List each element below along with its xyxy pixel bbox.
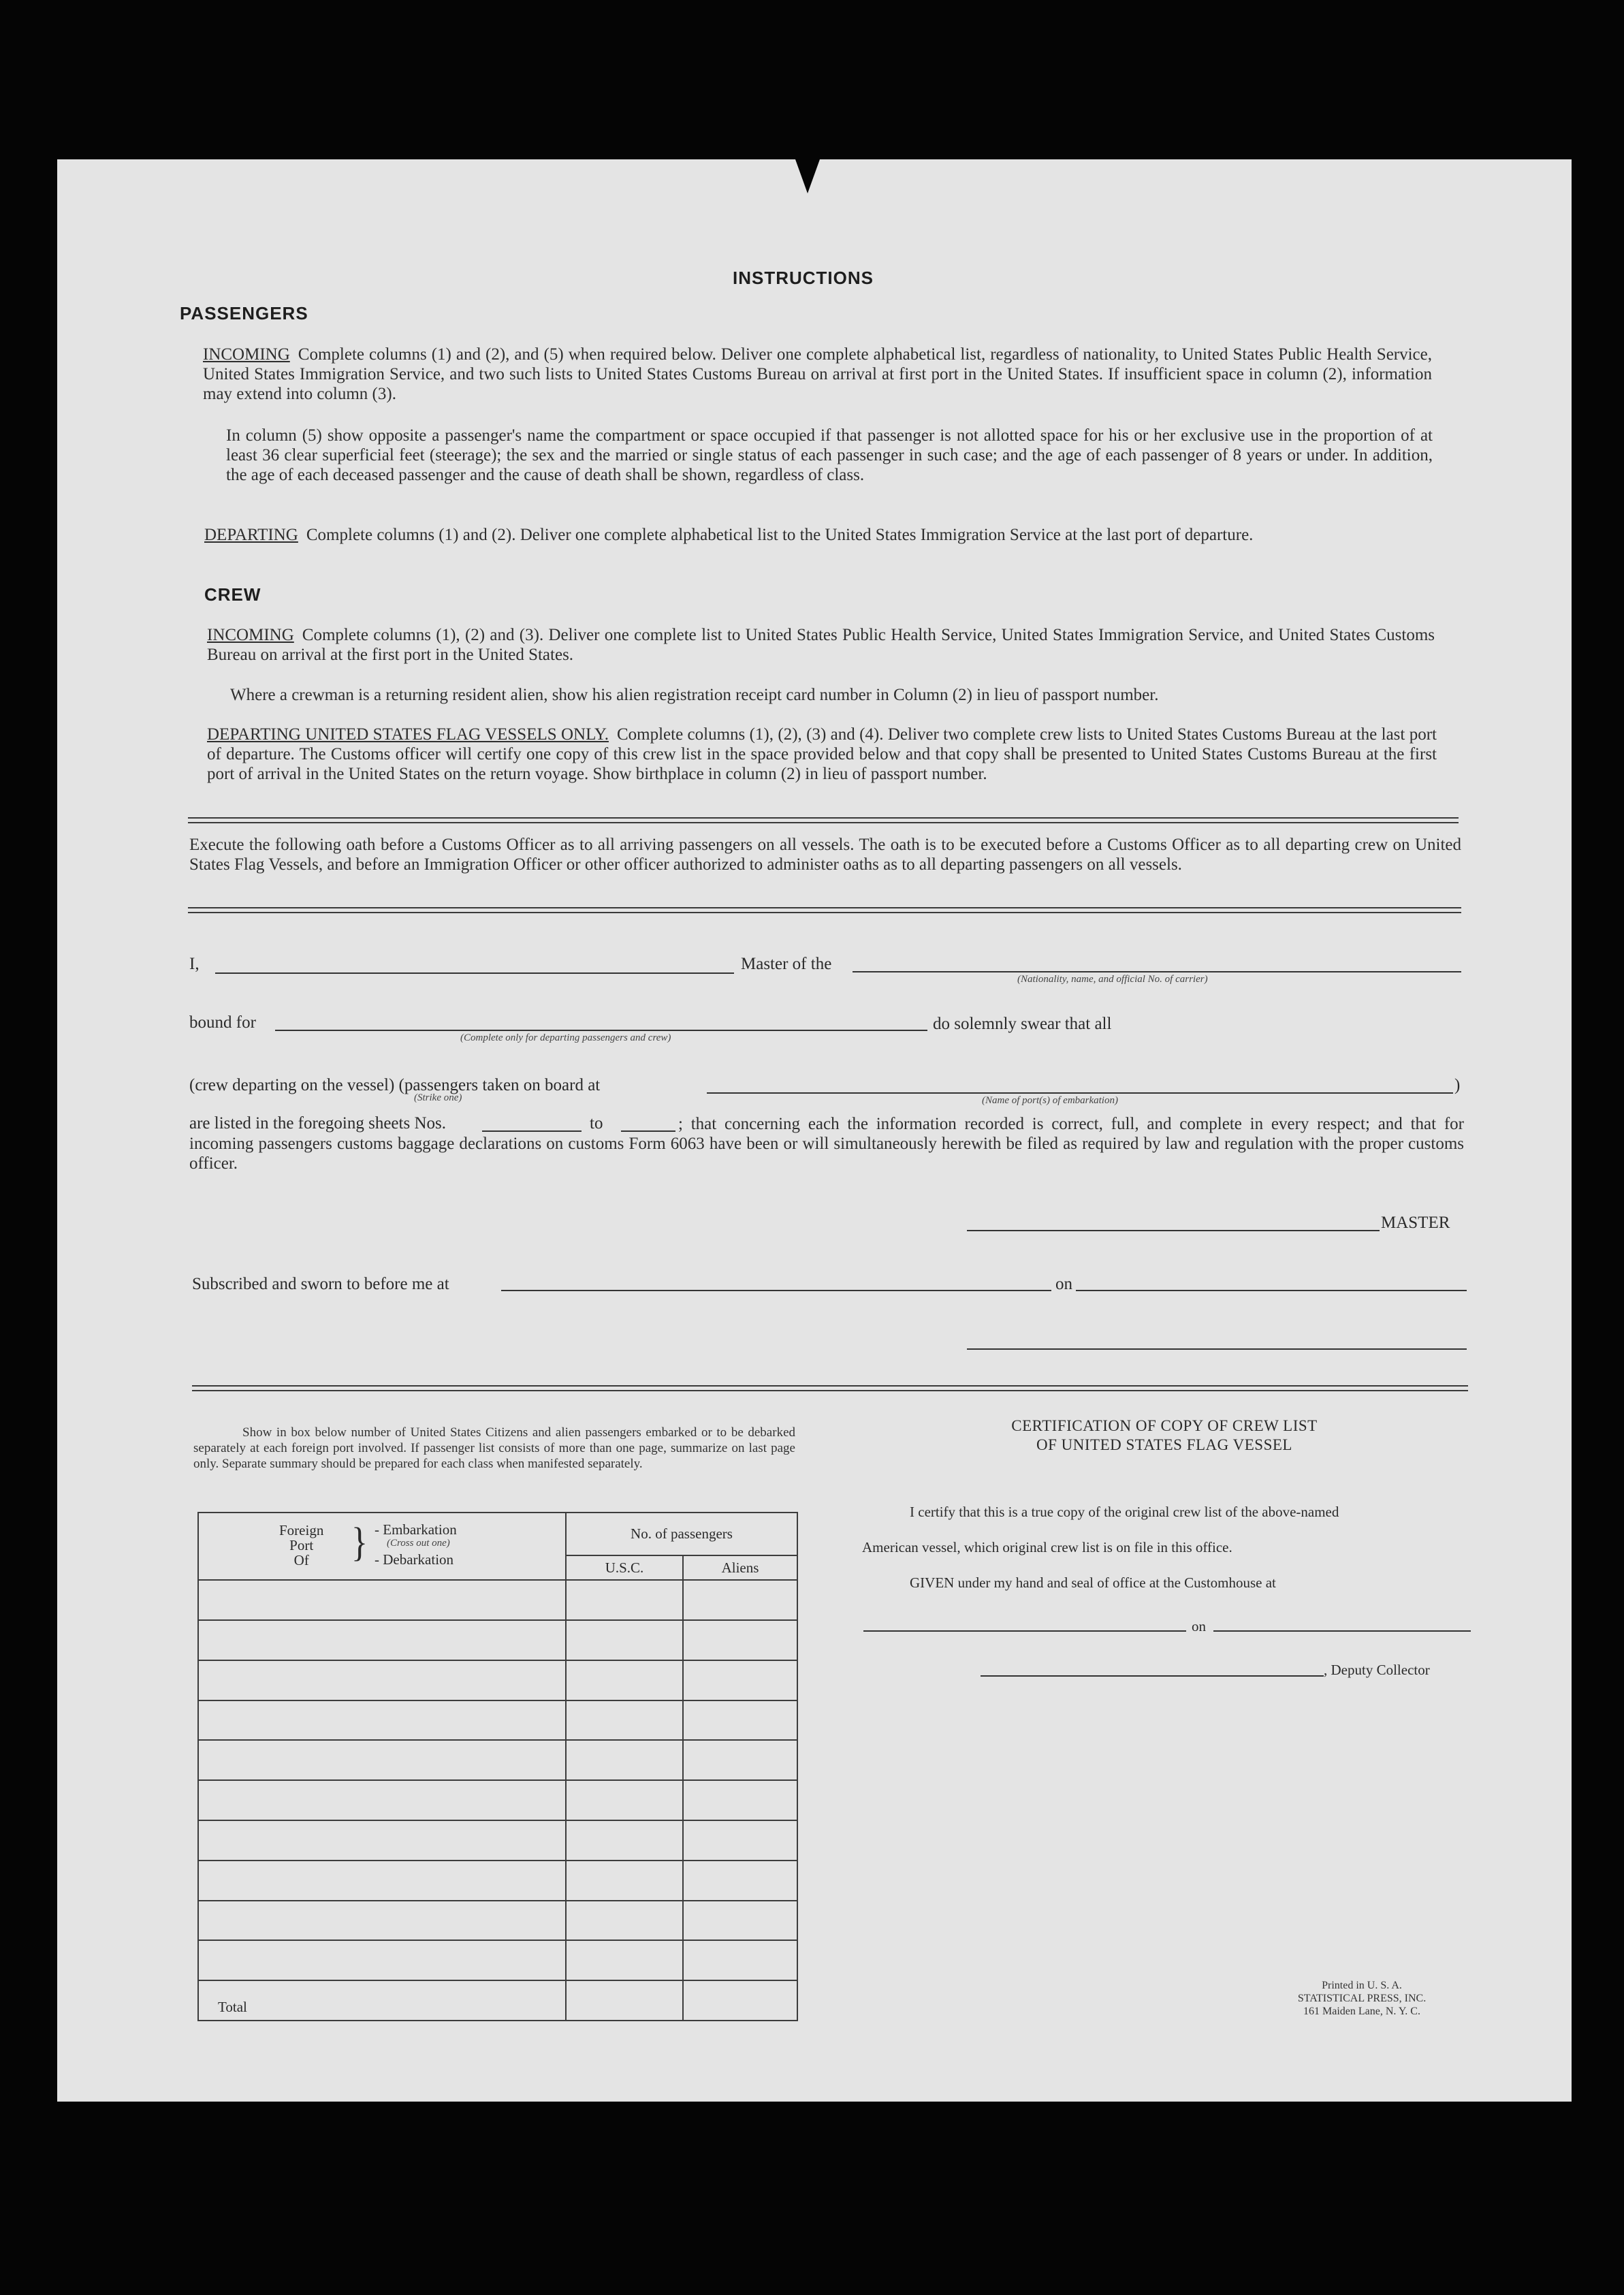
crew-incoming: INCOMING Complete columns (1), (2) and (3). Deliver one complete list to United States Public Health Service, United States Immigration Service, and United States Customs Bureau on arrival at the first port in the United States.: [207, 626, 1435, 664]
embarkation-ports-field[interactable]: [707, 1092, 1453, 1094]
port-cell[interactable]: [198, 1620, 566, 1660]
table-row: [198, 1660, 797, 1700]
customhouse-field[interactable]: [863, 1630, 1186, 1632]
given-line: GIVEN under my hand and seal of office at the Customhouse at: [910, 1574, 1276, 1591]
usc-cell[interactable]: [566, 1660, 683, 1700]
master-label: MASTER: [1381, 1214, 1450, 1232]
to-label: to: [590, 1114, 603, 1133]
aliens-cell[interactable]: [683, 1901, 797, 1941]
usc-cell[interactable]: [566, 1740, 683, 1780]
departing-label: DEPARTING: [204, 526, 298, 544]
aliens-cell[interactable]: [683, 1940, 797, 1980]
printer-imprint: Printed in U. S. A. STATISTICAL PRESS, INC. 161 Maiden Lane, N. Y. C.: [1297, 1980, 1427, 2017]
divider: [192, 1385, 1468, 1391]
usc-total-cell[interactable]: [566, 1980, 683, 2021]
table-row: [198, 1620, 797, 1660]
port-cell[interactable]: [198, 1740, 566, 1780]
port-cell[interactable]: [198, 1580, 566, 1620]
column5-instructions: In column (5) show opposite a passenger's name the compartment or space occupied if that passenger is not allotted space for his or her exclusive use in the proportion of at least 36 clear superficial feet (steerage); the sex and the married or single status of each passenger in such case; and the age of each passenger of 8 years or under. In addition, the age of each deceased passenger and the cause of death shall be shown, regardless of class.: [226, 426, 1433, 484]
port-cell[interactable]: [198, 1660, 566, 1700]
aliens-header: Aliens: [683, 1555, 797, 1580]
resident-alien-note: Where a crewman is a returning resident alien, show his alien registration receipt card number in Column (2) in lieu of passport number.: [230, 686, 1159, 704]
instructions-title: INSTRUCTIONS: [733, 268, 874, 288]
usc-cell[interactable]: [566, 1901, 683, 1941]
aliens-cell[interactable]: [683, 1580, 797, 1620]
total-label: Total: [198, 1980, 566, 2021]
port-cell[interactable]: [198, 1820, 566, 1861]
strike-one-caption: (Strike one): [414, 1092, 462, 1103]
table-row: [198, 1820, 797, 1861]
paper-tear: [795, 159, 820, 193]
no-passengers-header: No. of passengers: [566, 1513, 797, 1555]
swear-text: do solemnly swear that all: [933, 1015, 1112, 1033]
table-row: [198, 1740, 797, 1780]
table-row: [198, 1700, 797, 1741]
certification-title-line1: CERTIFICATION OF COPY OF CREW LIST: [1011, 1417, 1318, 1434]
table-row: [198, 1580, 797, 1620]
usc-cell[interactable]: [566, 1940, 683, 1980]
officer-signature-field[interactable]: [967, 1348, 1467, 1350]
certification-title: [926, 1416, 1403, 1455]
passengers-incoming: INCOMING Complete columns (1) and (2), and (5) when required below. Deliver one complete alphabetical list, regardless of nationality, to United States Public Health Service, United States Immigration Service, and two such lists to United States Customs Bureau on arrival at first port in the United States. If insufficient space in column (2), information may extend into column (3).: [203, 345, 1432, 403]
cert-on-label: on: [1192, 1618, 1206, 1634]
port-cell[interactable]: [198, 1861, 566, 1901]
i-label: I,: [189, 955, 200, 973]
usc-header: U.S.C.: [566, 1555, 683, 1580]
certify-line2: American vessel, which original crew list is on file in this office.: [862, 1539, 1232, 1555]
incoming-label: INCOMING: [203, 345, 290, 364]
divider: [188, 907, 1461, 913]
usc-cell[interactable]: [566, 1620, 683, 1660]
bound-for-label: bound for: [189, 1013, 256, 1032]
passenger-summary-table: [197, 1512, 798, 2021]
crew-departing: DEPARTING UNITED STATES FLAG VESSELS ONLY. Complete columns (1), (2), (3) and (4). Deliver two complete crew lists to United States Customs Bureau at the last port of departure. The Customs officer will certify one copy of this crew list in the space provided below and that copy shall be presented to United States Customs Bureau at the first port of arrival in the United States on the return voyage. Show birthplace in column (2) in lieu of passport number.: [207, 725, 1437, 783]
debarkation-option[interactable]: - Debarkation: [375, 1551, 454, 1568]
divider: [188, 817, 1459, 823]
table-row: [198, 1901, 797, 1941]
oath-body: ; that concerning each the information recorded is correct, full, and complete in every respect; and that for incoming passengers customs baggage declarations on customs Form 6063 have been or will simultaneously herewith be filed as required by law and regulation with the proper customs officer.: [189, 1115, 1464, 1173]
certify-line1: I certify that this is a true copy of the original crew list of the above-named: [910, 1504, 1339, 1520]
aliens-cell[interactable]: [683, 1820, 797, 1861]
master-name-field[interactable]: [215, 972, 734, 974]
deputy-collector-label: , Deputy Collector: [1324, 1662, 1430, 1678]
ports-caption: (Name of port(s) of embarkation): [982, 1095, 1118, 1106]
usc-cell[interactable]: [566, 1861, 683, 1901]
aliens-cell[interactable]: [683, 1620, 797, 1660]
crew-passengers-text: (crew departing on the vessel) (passengers taken on board at: [189, 1076, 601, 1094]
on-label: on: [1055, 1275, 1072, 1293]
deputy-signature-field[interactable]: [981, 1675, 1324, 1677]
certification-title-line2: OF UNITED STATES FLAG VESSEL: [1036, 1436, 1292, 1453]
usc-cell[interactable]: [566, 1700, 683, 1741]
foreign-port-of-label: Foreign Port Of: [279, 1522, 324, 1568]
master-signature-field[interactable]: [967, 1230, 1380, 1231]
port-cell[interactable]: [198, 1700, 566, 1741]
carrier-field[interactable]: [853, 971, 1461, 972]
aliens-cell[interactable]: [683, 1740, 797, 1780]
port-cell[interactable]: [198, 1940, 566, 1980]
subscribed-label: Subscribed and sworn to before me at: [192, 1275, 449, 1293]
usc-cell[interactable]: [566, 1820, 683, 1861]
bound-caption: (Complete only for departing passengers and crew): [460, 1032, 671, 1043]
aliens-total-cell[interactable]: [683, 1980, 797, 2021]
table-row: [198, 1940, 797, 1980]
aliens-cell[interactable]: [683, 1780, 797, 1820]
carrier-caption: (Nationality, name, and official No. of carrier): [1017, 974, 1208, 985]
subscribed-place-field[interactable]: [501, 1290, 1051, 1291]
close-paren: ): [1454, 1076, 1461, 1094]
master-of-label: Master of the: [741, 955, 832, 973]
total-row: [198, 1980, 797, 2021]
cross-out-caption: (Cross out one): [387, 1538, 450, 1549]
aliens-cell[interactable]: [683, 1700, 797, 1741]
subscribed-date-field[interactable]: [1076, 1290, 1467, 1291]
port-cell[interactable]: [198, 1901, 566, 1941]
usc-cell[interactable]: [566, 1780, 683, 1820]
crew-heading: CREW: [204, 584, 261, 605]
cert-date-field[interactable]: [1213, 1630, 1471, 1632]
port-cell[interactable]: [198, 1780, 566, 1820]
oath-instructions: Execute the following oath before a Customs Officer as to all arriving passengers on all vessels. The oath is to be executed before a Customs Officer as to all departing crew on United States Flag Vessels, and before an Immigration Officer or other officer authorized to administer oaths as to all departing passengers on all vessels.: [189, 836, 1461, 874]
aliens-cell[interactable]: [683, 1660, 797, 1700]
brace-glyph: }: [351, 1519, 368, 1565]
passengers-heading: PASSENGERS: [180, 303, 308, 323]
embarkation-option[interactable]: - Embarkation: [375, 1521, 457, 1538]
port-header-cell: [198, 1513, 566, 1580]
table-row: [198, 1780, 797, 1820]
summary-note: Show in box below number of United States Citizens and alien passengers embarked or to be debarked separately at each foreign port involved. If passenger list consists of more than one page, summarize on last page only. Separate summary should be prepared for each class when manifested separately.: [193, 1425, 795, 1471]
crew-incoming-label: INCOMING: [207, 626, 294, 644]
sheets-label: are listed in the foregoing sheets Nos.: [189, 1114, 446, 1133]
bound-for-field[interactable]: [275, 1030, 927, 1031]
table-row: [198, 1861, 797, 1901]
passengers-departing: DEPARTING Complete columns (1) and (2). Deliver one complete alphabetical list to the United States Immigration Service at the last port of departure.: [204, 526, 1254, 544]
crew-departing-label: DEPARTING UNITED STATES FLAG VESSELS ONLY.: [207, 725, 609, 744]
usc-cell[interactable]: [566, 1580, 683, 1620]
aliens-cell[interactable]: [683, 1861, 797, 1901]
